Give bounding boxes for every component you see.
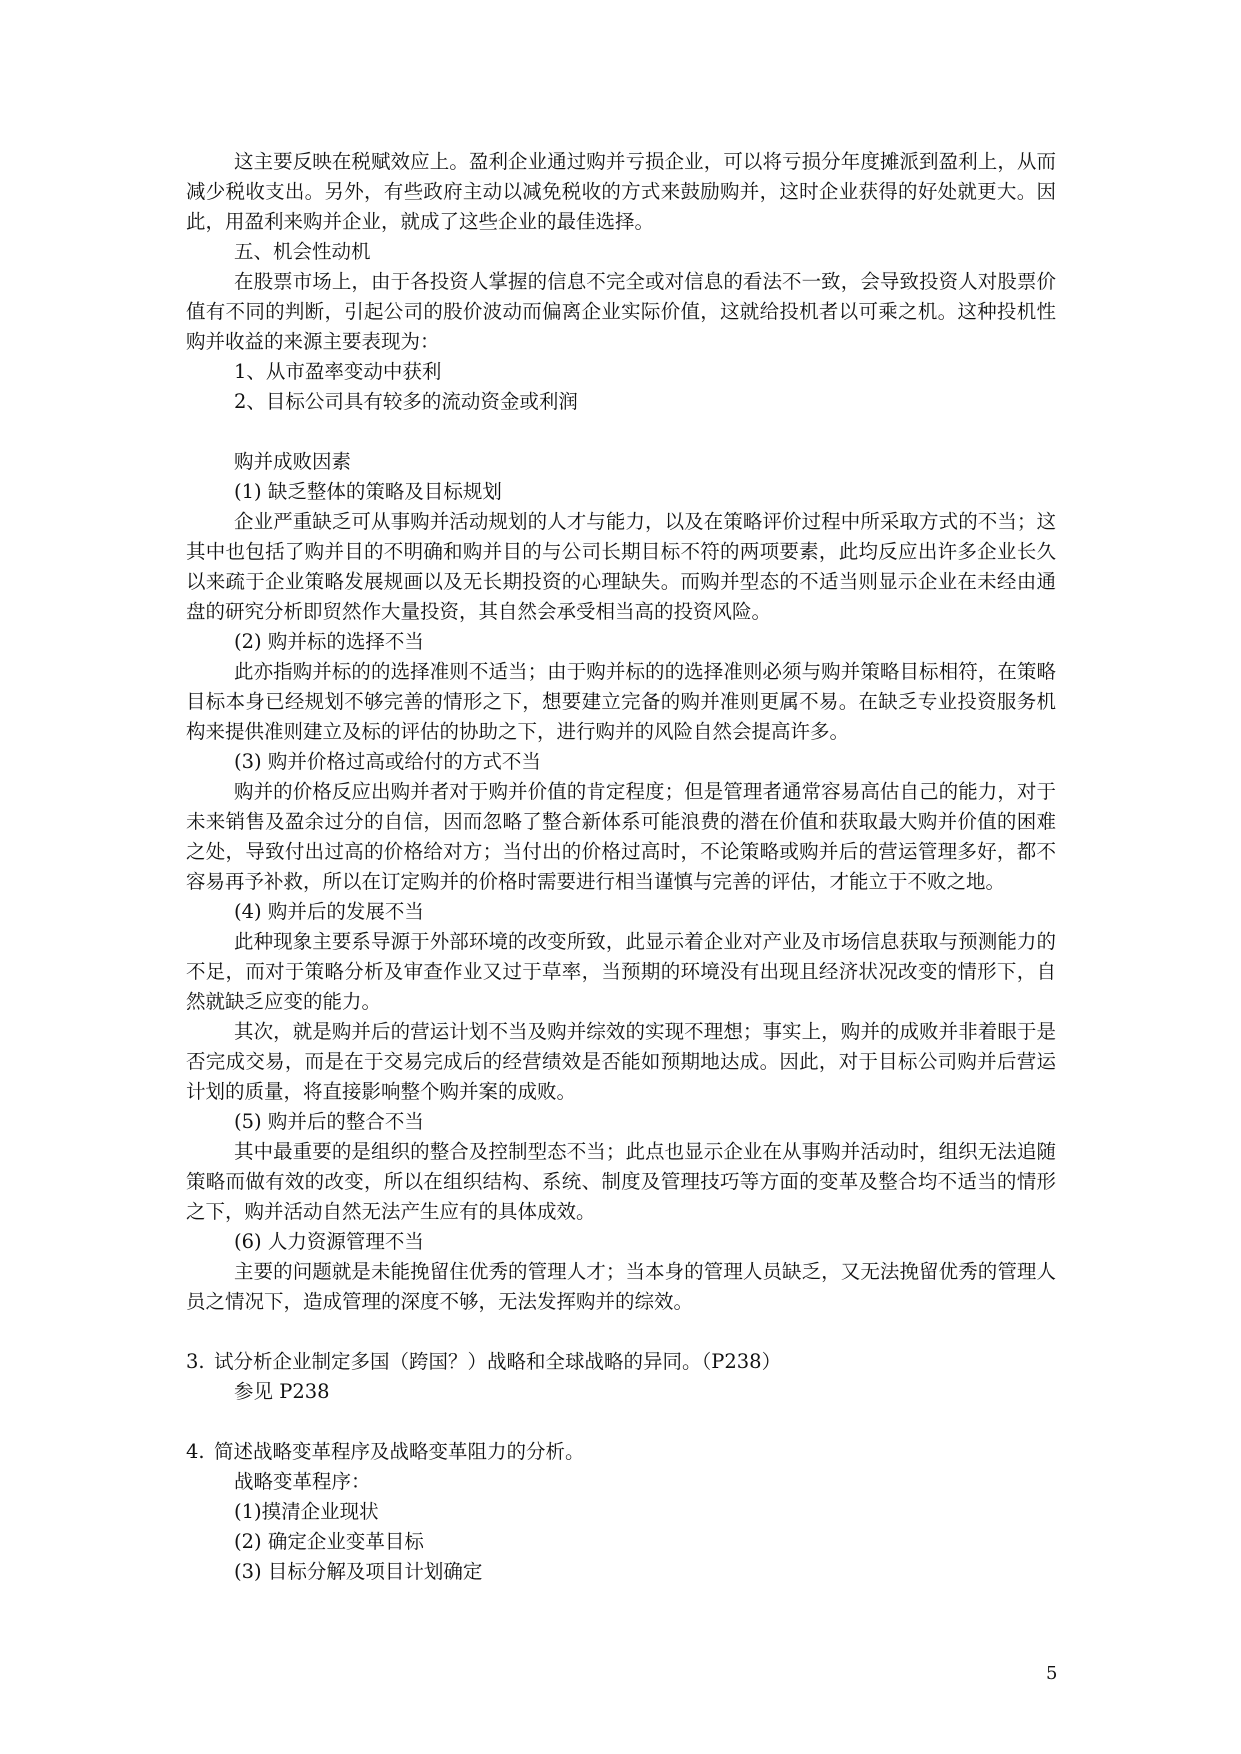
heading-success-factors: 购并成败因素 <box>234 450 352 473</box>
question-4-item: (3) 目标分解及项目计划确定 <box>234 1560 483 1583</box>
paragraph-stock-market: 在股票市场上，由于各投资人掌握的信息不完全或对信息的看法不一致，会导致投资人对股票价值有不同的判断，引起公司的股价波动而偏离企业实际价值，这就给投机者以可乘之机。这种投机性购并收益的来源主要表现为： <box>186 270 1056 353</box>
subheading-factor-3: (3) 购并价格过高或给付的方式不当 <box>234 750 541 773</box>
subheading-factor-6: (6) 人力资源管理不当 <box>234 1230 424 1253</box>
paragraph-factor-2: 此亦指购并标的的选择准则不适当；由于购并标的的选择准则必须与购并策略目标相符，在策略目标本身已经规划不够完善的情形之下，想要建立完备的购并准则更属不易。在缺乏专业投资服务机构来提供准则建立及标的评估的协助之下，进行购并的风险自然会提高许多。 <box>186 660 1056 743</box>
paragraph-factor-3: 购并的价格反应出购并者对于购并价值的肯定程度；但是管理者通常容易高估自己的能力，对于未来销售及盈余过分的自信，因而忽略了整合新体系可能浪费的潜在价值和获取最大购并价值的困难之处，导致付出过高的价格给对方；当付出的价格过高时，不论策略或购并后的营运管理多好，都不容易再予补救，所以在订定购并的价格时需要进行相当谨慎与完善的评估，才能立于不败之地。 <box>186 780 1056 893</box>
page-content <box>186 147 1056 1587</box>
question-4 <box>186 1437 1056 1467</box>
subheading-factor-5: (5) 购并后的整合不当 <box>234 1110 424 1133</box>
subheading-factor-4: (4) 购并后的发展不当 <box>234 900 424 923</box>
question-text: 简述战略变革程序及战略变革阻力的分析。 <box>214 1440 585 1463</box>
blank-line <box>186 417 1056 447</box>
question-4-item: 战略变革程序： <box>234 1470 371 1493</box>
question-4-item: (1)摸清企业现状 <box>234 1500 379 1523</box>
subheading-factor-1: (1) 缺乏整体的策略及目标规划 <box>234 480 502 503</box>
paragraph-factor-4a: 此种现象主要系导源于外部环境的改变所致，此显示着企业对产业及市场信息获取与预测能力的不足，而对于策略分析及审查作业又过于草率，当预期的环境没有出现且经济状况改变的情形下，自然就缺乏应变的能力。 <box>186 930 1056 1013</box>
page-number: 5 <box>1046 1663 1058 1684</box>
list-item-liquidity: 2、目标公司具有较多的流动资金或利润 <box>234 390 578 413</box>
subheading-factor-2: (2) 购并标的选择不当 <box>234 630 424 653</box>
paragraph-tax-effect: 这主要反映在税赋效应上。盈利企业通过购并亏损企业，可以将亏损分年度摊派到盈利上，从而减少税收支出。另外，有些政府主动以减免税收的方式来鼓励购并，这时企业获得的好处就更大。因此，用盈利来购并企业，就成了这些企业的最佳选择。 <box>186 150 1056 233</box>
blank-line <box>186 1317 1056 1347</box>
paragraph-factor-4b: 其次，就是购并后的营运计划不当及购并综效的实现不理想；事实上，购并的成败并非着眼于是否完成交易，而是在于交易完成后的经营绩效是否能如预期地达成。因此，对于目标公司购并后营运计划的质量，将直接影响整个购并案的成败。 <box>186 1020 1056 1103</box>
question-3 <box>186 1347 1056 1377</box>
question-text: 试分析企业制定多国（跨国？）战略和全球战略的异同。（P238） <box>214 1350 782 1373</box>
question-number: 3. <box>186 1350 205 1373</box>
paragraph-factor-6: 主要的问题就是未能挽留住优秀的管理人才；当本身的管理人员缺乏，又无法挽留优秀的管理人员之情况下，造成管理的深度不够，无法发挥购并的综效。 <box>186 1260 1056 1313</box>
question-3-answer: 参见 P238 <box>234 1380 330 1403</box>
blank-line <box>186 1407 1056 1437</box>
question-4-item: (2) 确定企业变革目标 <box>234 1530 424 1553</box>
question-number: 4. <box>186 1440 205 1463</box>
paragraph-factor-1: 企业严重缺乏可从事购并活动规划的人才与能力，以及在策略评价过程中所采取方式的不当；这其中也包括了购并目的不明确和购并目的与公司长期目标不符的两项要素，此均反应出许多企业长久以来疏于企业策略发展规画以及无长期投资的心理缺失。而购并型态的不适当则显示企业在未经由通盘的研究分析即贸然作大量投资，其自然会承受相当高的投资风险。 <box>186 510 1056 623</box>
heading-opportunistic-motive: 五、机会性动机 <box>234 240 371 263</box>
list-item-pe-ratio: 1、从市盈率变动中获利 <box>234 360 442 383</box>
paragraph-factor-5: 其中最重要的是组织的整合及控制型态不当；此点也显示企业在从事购并活动时，组织无法追随策略而做有效的改变，所以在组织结构、系统、制度及管理技巧等方面的变革及整合均不适当的情形之下，购并活动自然无法产生应有的具体成效。 <box>186 1140 1056 1223</box>
